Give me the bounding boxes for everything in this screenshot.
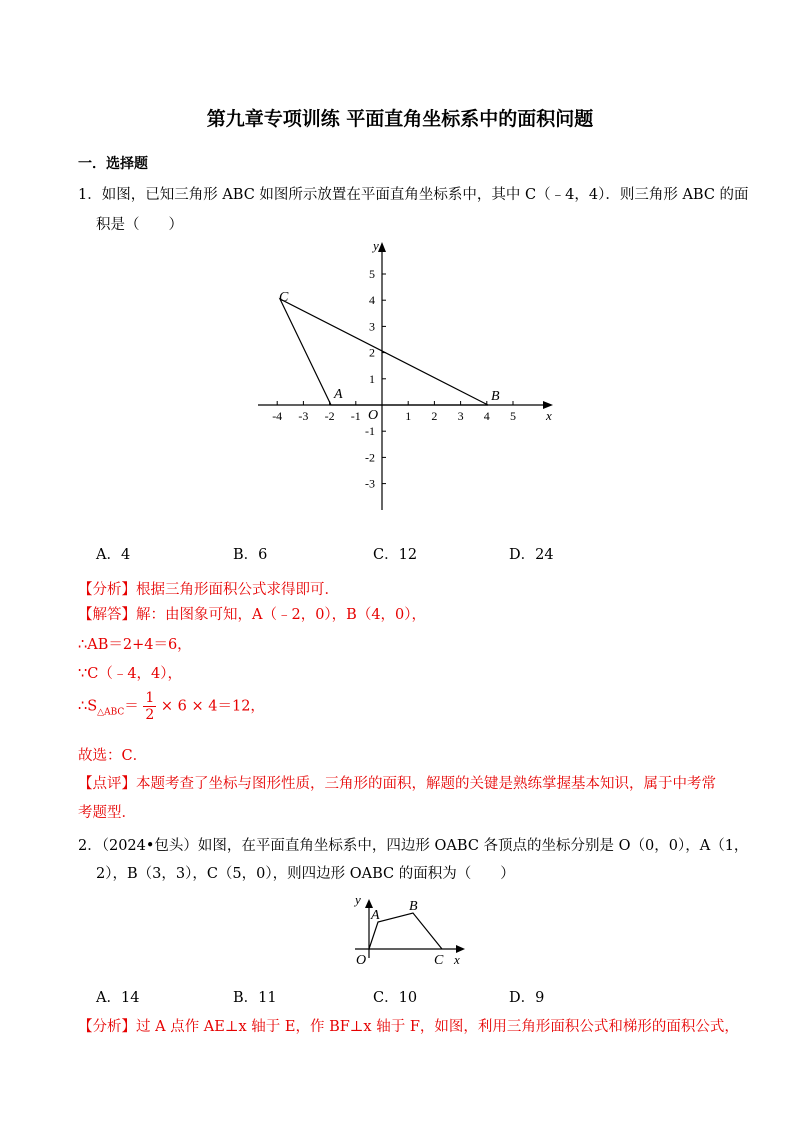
q1-analysis: 【分析】根据三角形面积公式求得即可． bbox=[78, 582, 339, 598]
q1-option-c[interactable]: C．12 bbox=[373, 547, 418, 563]
q2-analysis: 【分析】过 A 点作 AE⊥x 轴于 E，作 BF⊥x 轴于 F，如图，利用三角形面积公式和梯形的面积公式， bbox=[78, 1019, 739, 1035]
q1-y-tick-label: 1 bbox=[369, 371, 375, 386]
q1-y-label: y bbox=[373, 238, 379, 253]
q1-x-tick-label: -3 bbox=[298, 409, 309, 423]
q2-stem-line1: 2．（2024•包头）如图，在平面直角坐标系中，四边形 OABC 各顶点的坐标分别是 O（0，0），A（1， bbox=[78, 838, 749, 854]
q1-x-tick-label: 5 bbox=[510, 409, 516, 423]
q2-option-c[interactable]: C．10 bbox=[373, 990, 418, 1006]
q1-label-b: B bbox=[491, 389, 500, 404]
q1-x-tick-label: 2 bbox=[431, 409, 438, 423]
q2-option-b[interactable]: B．11 bbox=[233, 990, 277, 1006]
q2-stem-line2: 2），B（3，3），C（5，0），则四边形 OABC 的面积为（ ） bbox=[96, 866, 515, 882]
q1-y-tick-label: 2 bbox=[369, 345, 375, 360]
q1-stem-line1: 1．如图，已知三角形 ABC 如图所示放置在平面直角坐标系中，其中 C（﹣4，4）．则三角形 ABC 的面 bbox=[78, 187, 749, 203]
q1-area-equals: ＝ bbox=[124, 698, 139, 715]
q1-x-tick-label: -4 bbox=[272, 409, 283, 423]
q1-y-tick-label: -2 bbox=[365, 450, 375, 465]
q1-x-tick-label: -2 bbox=[324, 409, 335, 423]
q1-label-c: C bbox=[279, 290, 289, 305]
q1-origin-label: O bbox=[368, 408, 379, 423]
q1-x-label: x bbox=[546, 408, 552, 423]
q1-answer-line2: ∴AB＝2+4＝6， bbox=[78, 637, 192, 653]
q1-x-tick-label: 3 bbox=[457, 409, 464, 423]
q1-area-product: × 6 × 4＝12， bbox=[160, 698, 265, 715]
q1-coordinate-figure bbox=[255, 238, 555, 518]
q1-x-tick-label: -1 bbox=[350, 409, 361, 423]
q1-stem-line2: 积是（ ） bbox=[96, 217, 183, 233]
q1-answer-line4 bbox=[78, 690, 265, 723]
q1-label-a: A bbox=[334, 387, 343, 402]
q1-option-a[interactable]: A．4 bbox=[96, 547, 131, 563]
q2-coordinate-figure bbox=[350, 888, 470, 968]
q1-y-tick-label: 3 bbox=[369, 319, 375, 334]
q2-label-a: A bbox=[371, 908, 380, 923]
page-title: 第九章专项训练 平面直角坐标系中的面积问题 bbox=[206, 108, 594, 130]
q1-answer-line3: ∵C（﹣4，4）， bbox=[78, 666, 183, 682]
q2-y-axis-arrow bbox=[365, 899, 373, 908]
q1-option-b[interactable]: B．6 bbox=[233, 547, 268, 563]
q1-area-subscript: △ABC bbox=[97, 707, 125, 718]
q2-quadrilateral-oabc bbox=[369, 913, 442, 949]
q2-options bbox=[96, 986, 544, 1007]
q2-label-c: C bbox=[434, 953, 444, 968]
q1-fraction bbox=[143, 690, 156, 723]
q1-y-tick-label: 4 bbox=[369, 293, 375, 308]
section-heading: 一．选择题 bbox=[78, 156, 148, 172]
q1-x-tick-label: 4 bbox=[483, 409, 490, 423]
q1-comment-line1: 【点评】本题考查了坐标与图形性质，三角形的面积，解题的关键是熟练掌握基本知识，属于中考常 bbox=[78, 776, 716, 792]
q1-answer-line1: 【解答】解：由图象可知，A（﹣2，0），B（4，0）， bbox=[78, 607, 427, 623]
q2-option-d[interactable]: D．9 bbox=[509, 990, 545, 1006]
q2-label-o: O bbox=[356, 953, 367, 968]
q1-fraction-numerator: 1 bbox=[145, 690, 155, 706]
q1-y-tick-label: 5 bbox=[369, 267, 375, 281]
q1-y-tick-label: -3 bbox=[365, 476, 375, 491]
q2-label-b: B bbox=[409, 899, 418, 914]
q1-options bbox=[96, 543, 554, 564]
q1-comment-line2: 考题型． bbox=[78, 805, 136, 821]
q2-x-label: x bbox=[454, 952, 460, 967]
q1-fraction-denominator: 2 bbox=[145, 707, 155, 723]
q2-option-a[interactable]: A．14 bbox=[96, 990, 140, 1006]
q1-y-tick-label: -1 bbox=[365, 424, 375, 439]
q1-option-d[interactable]: D．24 bbox=[509, 547, 554, 563]
q1-choice: 故选：C． bbox=[78, 748, 148, 764]
q1-x-tick-label: 1 bbox=[405, 409, 412, 423]
q1-area-symbol: ∴S bbox=[78, 698, 98, 715]
q2-y-label: y bbox=[355, 892, 361, 907]
